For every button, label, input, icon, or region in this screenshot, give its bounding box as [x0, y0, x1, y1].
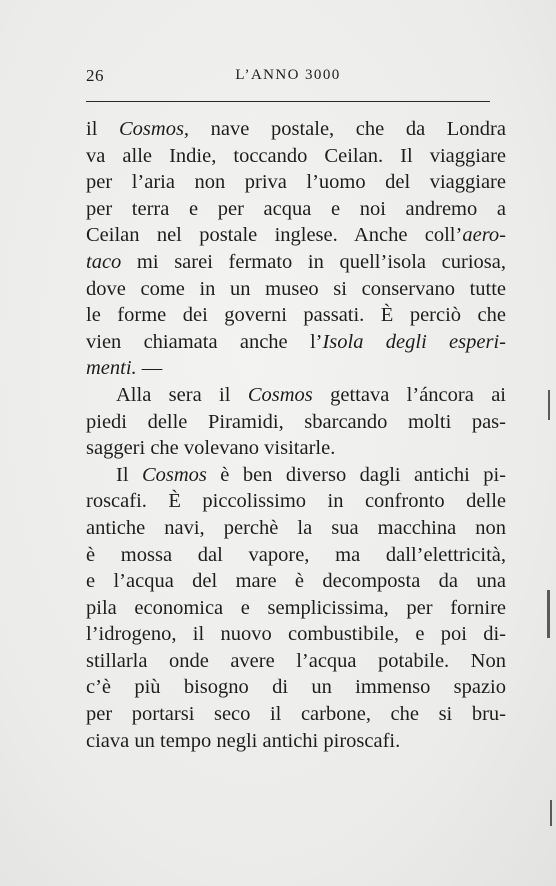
header-rule [86, 101, 490, 102]
text-line [86, 568, 506, 595]
italic-span: Cosmos [247, 383, 313, 406]
text-span: dove come in un museo si conservano tutte [86, 277, 506, 300]
text-span: è ben diverso dagli antichi pi- [206, 463, 507, 486]
text-span: e l’acqua del mare è decomposta da una [86, 570, 506, 593]
scan-edge-mark [548, 390, 550, 420]
text-line [86, 276, 506, 303]
text-line [86, 302, 506, 329]
text-span: c’è più bisogno di un immenso spazio [86, 676, 506, 699]
text-line [86, 462, 506, 489]
text-line [86, 169, 506, 196]
text-span: le forme dei governi passati. È perciò che [86, 304, 506, 327]
text-span: stillarla onde avere l’acqua potabile. Non [86, 649, 506, 672]
text-span: Il [116, 463, 142, 486]
text-span: nave postale, che da Londra [189, 118, 506, 140]
text-line [86, 435, 506, 462]
scan-edge-mark [547, 590, 550, 638]
text-span: per l’aria non priva l’uomo del viaggiare [86, 171, 506, 194]
text-line [86, 116, 506, 143]
text-line [86, 382, 506, 409]
text-span: saggeri che volevano visitarle. [86, 437, 336, 460]
text-line [86, 595, 506, 622]
text-span: è mossa dal vapore, ma dall’elettricità, [86, 543, 506, 566]
text-span: mi sarei fermato in quell’isola curiosa, [121, 250, 506, 273]
text-span: va alle Indie, toccando Ceilan. Il viaggiare [86, 144, 506, 167]
italic-span: aero- [462, 224, 506, 247]
text-span: l’idrogeno, il nuovo combustibile, e poi di- [86, 623, 506, 646]
italic-span: Cosmos, [119, 118, 190, 140]
text-line [86, 701, 506, 728]
text-line [86, 143, 506, 170]
text-span: — [136, 357, 163, 380]
text-line [86, 222, 506, 249]
italic-span: menti. [86, 357, 137, 380]
text-span: per portarsi seco il carbone, che si bru- [86, 703, 506, 726]
running-title: L’ANNO 3000 [235, 67, 341, 83]
body-text [86, 116, 506, 754]
text-line [86, 488, 506, 515]
text-span: antiche navi, perchè la sua macchina non [86, 516, 506, 539]
text-line [86, 674, 506, 701]
text-span: ciava un tempo negli antichi piroscafi. [86, 729, 401, 752]
text-span: Ceilan nel postale inglese. Anche coll’ [86, 224, 463, 247]
page-header [86, 66, 490, 90]
italic-span: Isola degli esperi- [322, 330, 506, 353]
text-span: pila economica e semplicissima, per fornire [86, 596, 506, 619]
text-line [86, 249, 506, 276]
text-line [86, 621, 506, 648]
text-line [86, 728, 506, 755]
text-line [86, 648, 506, 675]
text-line [86, 329, 506, 356]
text-span: piedi delle Piramidi, sbarcando molti pas- [86, 410, 506, 433]
text-span: Alla sera il [116, 383, 248, 406]
text-line [86, 515, 506, 542]
text-line [86, 409, 506, 436]
italic-span: Cosmos [141, 463, 207, 486]
italic-span: taco [86, 250, 122, 273]
text-line [86, 196, 506, 223]
text-span: roscafi. È piccolissimo in confronto delle [86, 490, 506, 513]
page-number: 26 [86, 66, 104, 85]
text-line [86, 355, 506, 382]
text-span: vien chiamata anche l’ [86, 330, 323, 353]
scan-edge-mark [550, 800, 552, 826]
text-span: per terra e per acqua e noi andremo a [86, 197, 506, 220]
text-span: il [86, 118, 119, 140]
text-span: gettava l’áncora ai [312, 383, 506, 406]
text-line [86, 542, 506, 569]
